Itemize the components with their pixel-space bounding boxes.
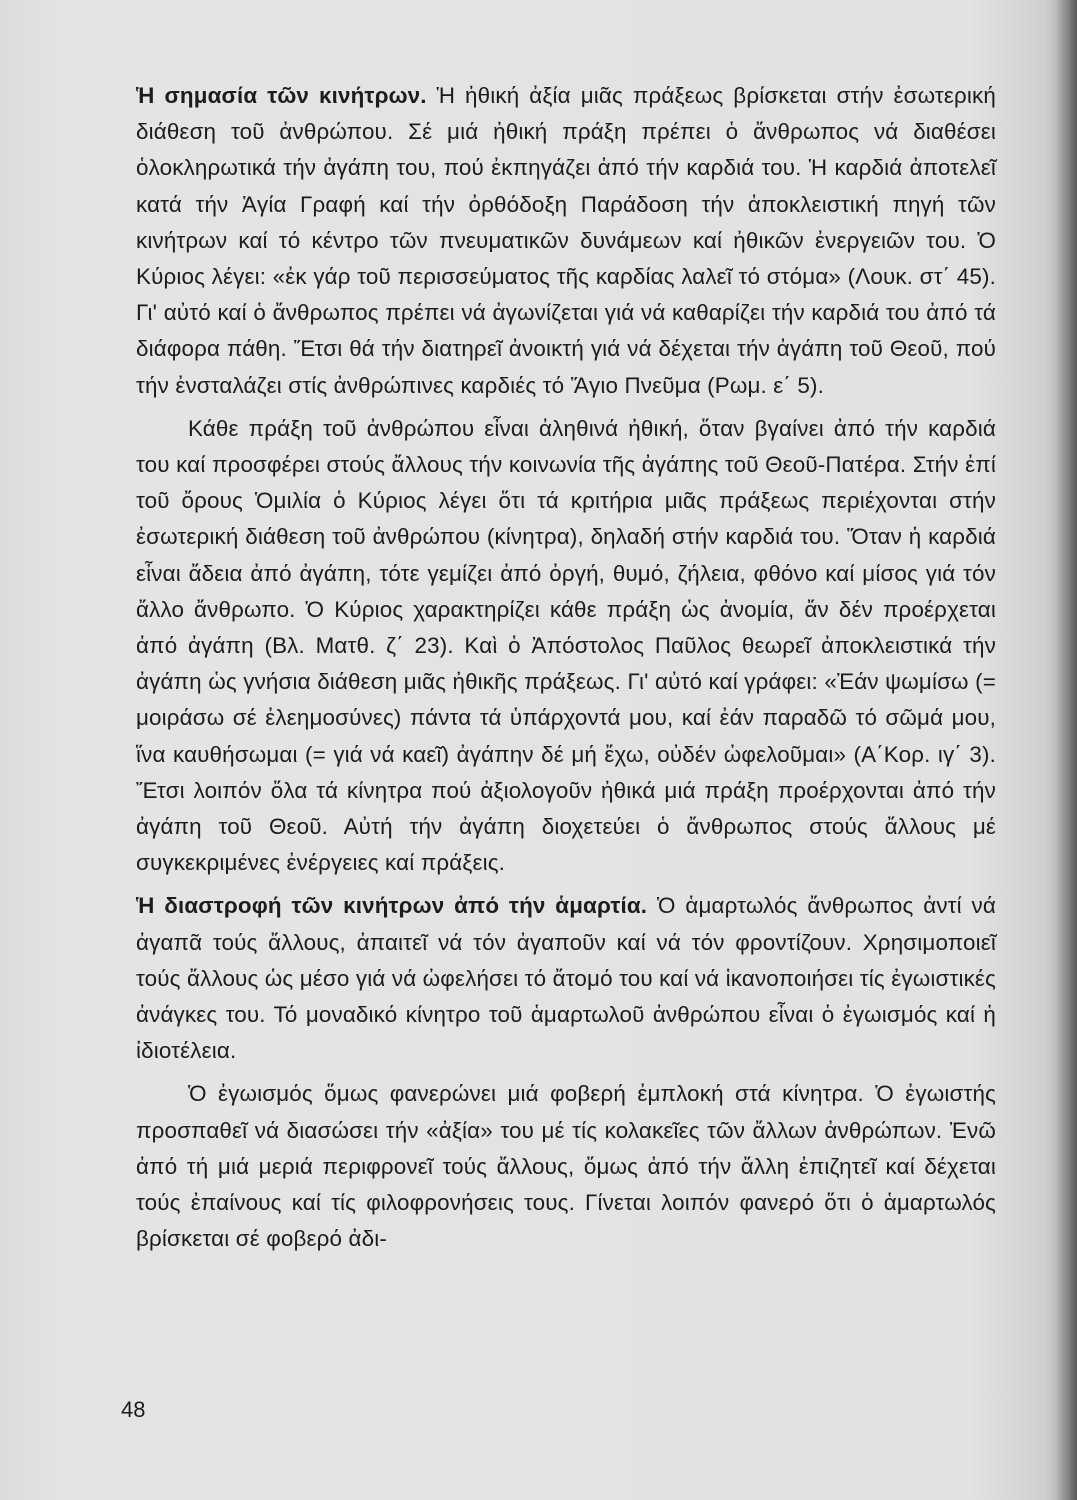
section-2-paragraph-1 <box>136 888 996 1069</box>
page-text <box>136 78 996 1265</box>
section-1-paragraph-2: Κάθε πράξη τοῦ ἀνθρώπου εἶναι ἀληθινά ἠθική, ὅταν βγαίνει ἀπό τήν καρδιά του καί προσφέρει στούς ἄλλους τήν κοινωνία τῆς ἀγάπης τοῦ Θεοῦ-Πατέρα. Στήν ἐπί τοῦ ὄρους Ὁμιλία ὁ Κύριος λέγει ὅτι τά κριτήρια μιᾶς πράξεως περιέχονται στήν ἐσωτερική διάθεση τοῦ ἀνθρώπου (κίνητρα), δηλαδή στήν καρδιά του. Ὅταν ἡ καρδιά εἶναι ἄδεια ἀπό ἀγάπη, τότε γεμίζει ἀπό ὀργή, θυμό, ζήλεια, φθόνο καί μίσος γιά τόν ἄλλο ἄνθρωπο. Ὁ Κύριος χαρακτηρίζει κάθε πράξη ὡς ἀνομία, ἄν δέν προέρχεται ἀπό ἀγάπη (Βλ. Ματθ. ζ΄ 23). Καὶ ὁ Ἀπόστολος Παῦλος θεωρεῖ ἀποκλειστικά τήν ἀγάπη ὡς γνήσια διάθεση μιᾶς ἠθικῆς πράξεως. Γι' αὐτό καί γράφει: «Ἐάν ψωμίσω (= μοιράσω σέ ἐλεημοσύνες) πάντα τά ὑπάρχοντά μου, καί ἐάν παραδῶ τό σῶμά μου, ἵνα καυθήσωμαι (= γιά νά καεῖ) ἀγάπην δέ μή ἔχω, οὐδέν ὠφελοῦμαι» (Α΄Κορ. ιγ΄ 3). Ἔτσι λοιπόν ὅλα τά κίνητρα πού ἀξιολογοῦν ἠθικά μιά πράξη προέρχονται ἀπό τήν ἀγάπη τοῦ Θεοῦ. Αὐτή τήν ἀγάπη διοχετεύει ὁ ἄνθρωπος στούς ἄλλους μέ συγκεκριμένες ἐνέργειες καί πράξεις. <box>136 415 996 876</box>
page-number: 48 <box>121 1397 146 1422</box>
section-heading-distortion: Ἡ διαστροφή τῶν κινήτρων ἀπό τήν ἁμαρτία. <box>136 893 648 919</box>
paragraph-text: Ὁ ἁμαρτωλός ἄνθρωπος ἀντί νά ἀγαπᾶ τούς ἄλλους, ἀπαιτεῖ νά τόν ἀγαποῦν καί νά τόν φροντίζουν. Χρησιμοποιεῖ τούς ἄλλους ὡς μέσο γιά νά ὠφελήσει τό ἄτομό του καί νά ἱκανοποιήσει τίς ἐγωιστικές ἀνάγκες του. Τό μοναδικό κίνητρο τοῦ ἁμαρτωλοῦ ἀνθρώπου εἶναι ὁ ἐγωισμός καί ἡ ἰδιοτέλεια. <box>136 893 996 1064</box>
section-heading-motives: Ἡ σημασία τῶν κινήτρων. <box>136 83 427 108</box>
section-1-paragraph-1 <box>136 78 996 404</box>
section-2-paragraph-2: Ὁ ἐγωισμός ὅμως φανερώνει μιά φοβερή ἐμπλοκή στά κίνητρα. Ὁ ἐγωιστής προσπαθεῖ νά διασώσει τήν «ἀξία» του μέ τίς κολακεῖες τῶν ἄλλων ἀνθρώπων. Ἐνῶ ἀπό τή μιά μεριά περιφρονεῖ τούς ἄλλους, ὅμως ἀπό τήν ἄλλη ἐπιζητεῖ καί δέχεται τούς ἐπαίνους καί τίς φιλοφρονήσεις τους. Γίνεται λοιπόν φανερό ὅτι ὁ ἁμαρτωλός βρίσκεται σέ φοβερό ἀδι- <box>136 1081 996 1252</box>
page-edge-shadow <box>1055 0 1077 1500</box>
paragraph-text: Ἡ ἠθική ἀξία μιᾶς πράξεως βρίσκεται στήν ἐσωτερική διάθεση τοῦ ἀνθρώπου. Σέ μιά ἠθική πράξη πρέπει ὁ ἄνθρωπος νά διαθέσει ὁλοκληρωτικά τήν ἀγάπη του, πού ἐκπηγάζει ἀπό τήν καρδιά του. Ἡ καρδιά ἀποτελεῖ κατά τήν Ἁγία Γραφή καί τήν ὀρθόδοξη Παράδοση τήν ἀποκλειστική πηγή τῶν κινήτρων καί τό κέντρο τῶν πνευματικῶν δυνάμεων καί ἠθικῶν ἐνεργειῶν του. Ὁ Κύριος λέγει: «ἐκ γάρ τοῦ περισσεύματος τῆς καρδίας λαλεῖ τό στόμα» (Λουκ. στ΄ 45). Γι' αὐτό καί ὁ ἄνθρωπος πρέπει νά ἀγωνίζεται γιά νά καθαρίζει τήν καρδιά του ἀπό τά διάφορα πάθη. Ἔτσι θά τήν διατηρεῖ ἀνοικτή γιά νά δέχεται τήν ἀγάπη τοῦ Θεοῦ, πού τήν ἐνσταλάζει στίς ἀνθρώπινες καρδιές τό Ἅγιο Πνεῦμα (Ρωμ. ε΄ 5). <box>136 83 997 398</box>
